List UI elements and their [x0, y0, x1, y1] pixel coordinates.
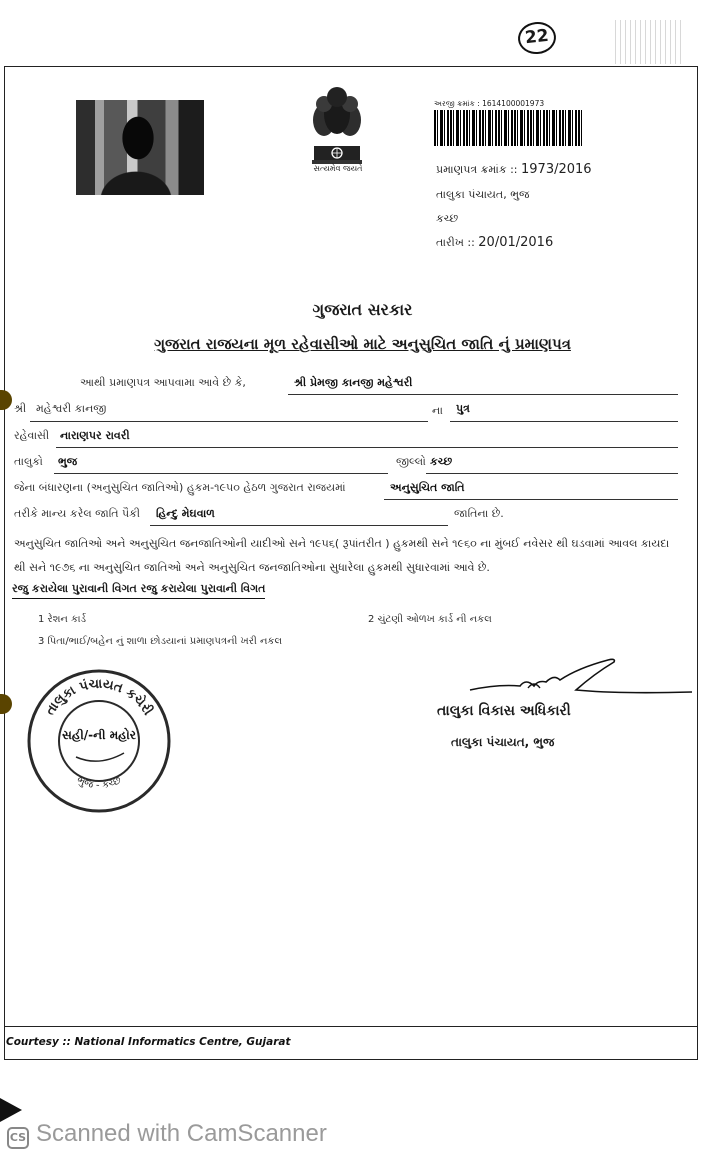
proof-item-3: 3 પિતા/ભાઈ/બહેન નું શાળા છોડયાનાં પ્રમાણપત્રની ખરી નકલ: [38, 636, 283, 647]
certificate-number: 1973/2016: [521, 162, 592, 177]
taluka-value: ભુજ: [58, 455, 78, 468]
category-value: અનુસુચિત જાતિ: [390, 481, 465, 494]
caste-value: હિન્દુ મેઘવાળ: [156, 507, 215, 520]
footer-rule: [4, 1026, 698, 1027]
holder-photo: [76, 100, 204, 195]
father-name-rule: [30, 421, 428, 422]
seal-top-text: તાલુકા પંચાયત કચેરી: [42, 676, 156, 719]
date-label: તારીખ ::: [436, 236, 475, 249]
page-corner-shadow: [0, 1098, 22, 1122]
legal-paragraph: અનુસુચિત જાતિઓ અને અનુસુચિત જનજાતિઓની યાદીઓ સને ૧૯૫૬( રૂપાંતરીત ) હુકમથી સને ૧૯૬૦ ના મુંબઈ નવેસર થી ઘડવામાં આવલ કાયદા થી સને ૧૯૭૬ ના અનુસુચિત જાતિઓ અને અનુસુચિત જનજાતિઓના સુધારેલા હુકમથી સુધારવામાં આવે છે.: [14, 537, 670, 574]
certificate-number-label: પ્રમાણપત્ર ક્રમાંક ::: [436, 163, 518, 176]
district-label: જીલ્લો: [396, 455, 426, 468]
certificate-number-line: [436, 162, 592, 177]
officer-signature: [468, 650, 693, 700]
caste-rule: [150, 525, 448, 526]
official-seal: [24, 667, 174, 815]
proof-item-2: 2 ચુંટણી ઓળખ કાર્ડ ની નકલ: [368, 614, 492, 625]
caste-suffix: જાતિના છે.: [454, 507, 504, 520]
svg-text:ભુજ - કચ્છ: [75, 775, 123, 791]
relation-value: પુત્ર: [456, 402, 470, 415]
resident-rule: [56, 447, 678, 448]
resident-label: રહેવાસી: [14, 429, 50, 442]
father-name: મહેશ્વરી કાનજી: [36, 402, 107, 415]
relation-rule: [450, 421, 678, 422]
proof-title: રજુ કરાયેલા પુરાવાની વિગત રજુ કરાયેલા પુરાવાની વિગત: [12, 582, 265, 599]
relation-label: ના: [432, 404, 443, 417]
seal-bottom-text: ભુજ - કચ્છ: [74, 774, 124, 792]
holder-name-rule: [288, 394, 678, 395]
header-district: કચ્છ: [436, 212, 459, 225]
scanner-watermark: Scanned with CamScanner: [36, 1120, 327, 1147]
signatory-title: તાલુકા વિકાસ અધિકારી: [437, 703, 571, 719]
camscanner-logo-icon: CS: [7, 1127, 29, 1149]
issue-date: 20/01/2016: [478, 235, 554, 250]
seal-center-text: સહી/-ની મહોર: [62, 728, 136, 742]
courtesy-footer: Courtesy :: National Informatics Centre, Gujarat: [6, 1036, 291, 1048]
government-title: ગુજરાત સરકાર: [312, 300, 413, 319]
page-number: 22: [516, 20, 557, 56]
application-number: અરજી ક્રમાંક : 1614100001973: [434, 99, 545, 108]
signatory-office: તાલુકા પંચાયત, ભુજ: [451, 735, 555, 749]
date-line: [436, 235, 553, 250]
order-label: જેના બંધારણના (અનુસુચિત જાતિઓ) હુકમ-૧૯૫૦ હેઠળ ગુજરાત રાજયમાં: [14, 481, 346, 494]
district-value: કચ્છ: [430, 455, 453, 468]
holder-name: શ્રી પ્રેમજી કાનજી મહેશ્વરી: [294, 376, 413, 389]
intro-label: આથી પ્રમાણપત્ર આપવામા આવે છે કે,: [80, 376, 246, 389]
corner-scan-marks: [615, 20, 685, 64]
header-office: તાલુકા પંચાયત, ભુજ: [436, 188, 530, 201]
father-prefix: શ્રી: [14, 402, 27, 415]
taluka-label: તાલુકો: [14, 455, 43, 468]
resident-value: નારાણપર રાવરી: [60, 429, 130, 442]
barcode: [434, 110, 582, 146]
district-rule: [426, 473, 678, 474]
proof-item-1: 1 રેશન કાર્ડ: [38, 614, 87, 625]
taluka-rule: [54, 473, 388, 474]
recognised-label: તરીકે માન્ય કરેલ જાતિ પૈકી: [14, 507, 141, 520]
category-rule: [384, 499, 678, 500]
certificate-title: ગુજરાત રાજયના મૂળ રહેવાસીઓ માટે અનુસુચિત જાતિ નું પ્રમાણપત્ર: [154, 335, 571, 353]
emblem-motto: સત્યમેવ જયતે: [313, 164, 363, 173]
